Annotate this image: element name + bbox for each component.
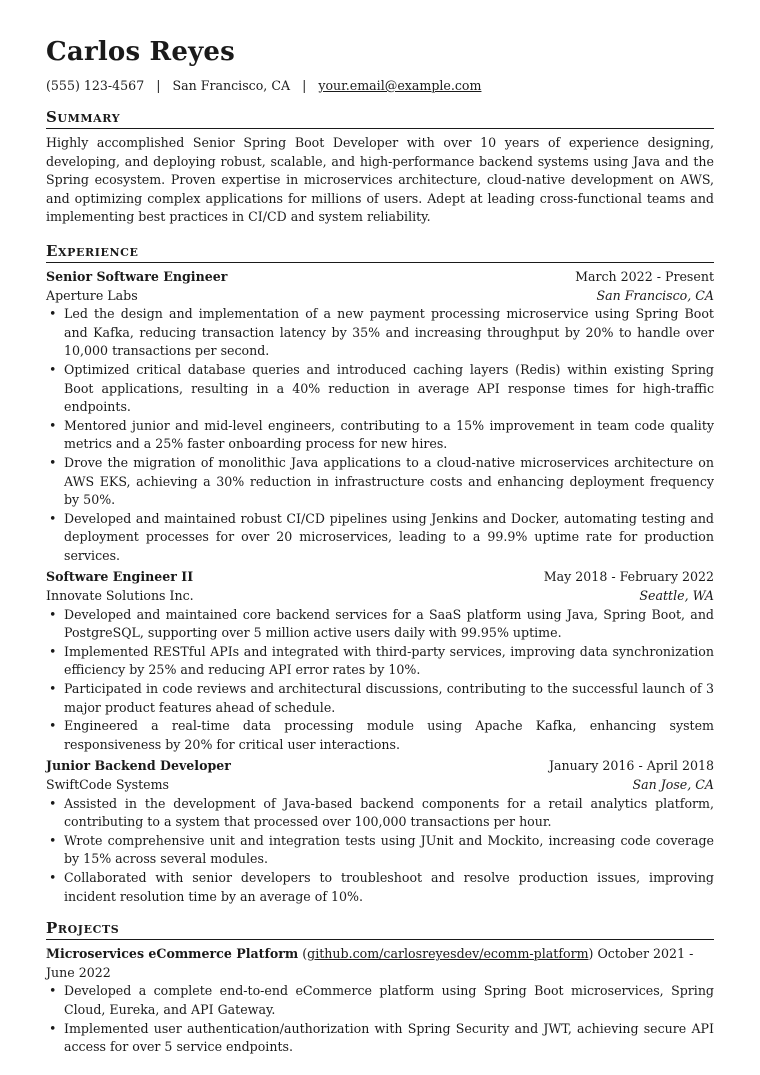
job-location: San Francisco, CA [596,287,714,303]
job-company: Innovate Solutions Inc. [46,588,194,604]
bullet-item: • Implemented user authentication/authorization with Spring Security and JWT, achieving secure API access for over 5 service endpoints. [64,1020,714,1057]
job-entry [46,568,714,754]
job-bullets [46,606,714,755]
job-bullets [46,795,714,907]
project-title: Microservices eCommerce Platform [46,946,299,962]
experience-section [46,268,714,906]
project-link[interactable]: github.com/carlosreyesdev/ecomm-platform [307,946,589,962]
job-header-row [46,757,714,776]
project-bullets [46,982,714,1056]
contact-separator: | [156,78,161,93]
job-entry [46,757,714,906]
bullet-item: • Participated in code reviews and architectural discussions, contributing to the successful launch of 3 major product features ahead of schedule. [64,680,714,717]
job-entry [46,268,714,566]
job-company-row [46,776,714,795]
summary-heading: Summary [46,107,714,129]
job-company-row [46,287,714,306]
contact-location: San Francisco, CA [172,78,291,93]
bullet-item: • Developed and maintained robust CI/CD pipelines using Jenkins and Docker, automating testing and deployment processes for over 20 microservices, leading to a 99.9% uptime rate for production services. [64,510,714,566]
job-dates: March 2022 - Present [575,268,714,284]
bullet-item: • Developed a complete end-to-end eCommerce platform using Spring Boot microservices, Spring Cloud, Eureka, and API Gateway. [64,982,714,1019]
job-header-row [46,568,714,587]
summary-text: Highly accomplished Senior Spring Boot Developer with over 10 years of experience designing, developing, and deploying robust, scalable, and high-performance backend systems using Java and the Spring ecosystem. Proven expertise in microservices architecture, cloud-native development on AWS, and optimizing complex applications for millions of users. Adept at leading cross-functional teams and implementing best practices in CI/CD and system reliability. [46,135,714,225]
bullet-item: • Drove the migration of monolithic Java applications to a cloud-native microservices architecture on AWS EKS, achieving a 30% reduction in infrastructure costs and enhancing deployment frequency by 50%. [64,454,714,510]
projects-section [46,945,714,1057]
job-header-row [46,268,714,287]
phone-number: (555) 123-4567 [46,78,145,93]
bullet-item: • Mentored junior and mid-level engineers, contributing to a 15% improvement in team code quality metrics and a 25% faster onboarding process for new hires. [64,417,714,454]
contact-line [46,77,714,95]
bullet-item: • Engineered a real-time data processing module using Apache Kafka, enhancing system responsiveness by 20% for critical user interactions. [64,717,714,754]
email-link[interactable]: your.email@example.com [318,78,482,93]
job-company: Aperture Labs [46,287,138,303]
job-dates: May 2018 - February 2022 [543,569,714,585]
experience-heading: Experience [46,241,714,263]
bullet-item: • Optimized critical database queries and introduced caching layers (Redis) within existing Spring Boot applications, resulting in a 40% reduction in average API response times for high-traffic endpoints. [64,361,714,417]
job-company-row [46,587,714,606]
bullet-item: • Assisted in the development of Java-based backend components for a retail analytics platform, contributing to a system that processed over 100,000 transactions per hour. [64,795,714,832]
job-title: Junior Backend Developer [46,758,231,774]
bullet-item: • Implemented RESTful APIs and integrated with third-party services, improving data synchronization efficiency by 25% and reducing API error rates by 10%. [64,643,714,680]
bullet-item: • Wrote comprehensive unit and integration tests using JUnit and Mockito, increasing code coverage by 15% across several modules. [64,832,714,869]
job-location: San Jose, CA [632,777,714,792]
project-header: Microservices eCommerce Platform (github.com/carlosreyesdev/ecomm-platform) October 2021 - June 2022 [46,946,694,980]
project-dates: October 2021 - June 2022 [46,946,694,980]
job-dates: January 2016 - April 2018 [548,758,714,774]
contact-separator: | [302,78,307,93]
bullet-item: • Led the design and implementation of a new payment processing microservice using Spring Boot and Kafka, reducing transaction latency by 35% and increasing throughput by 20% to handle over 10,000 transactions per second. [64,305,714,361]
bullet-item: • Collaborated with senior developers to troubleshoot and resolve production issues, improving incident resolution time by an average of 10%. [64,869,714,906]
project-entry [46,945,714,1057]
job-title: Software Engineer II [46,569,194,585]
job-company: SwiftCode Systems [46,777,170,792]
job-title: Senior Software Engineer [46,268,228,284]
candidate-name: Carlos Reyes [46,37,235,67]
bullet-item: • Developed and maintained core backend services for a SaaS platform using Java, Spring Boot, and PostgreSQL, supporting over 5 million active users daily with 99.95% uptime. [64,606,714,643]
job-location: Seattle, WA [639,588,714,604]
projects-heading: Projects [46,918,714,940]
job-bullets [46,305,714,565]
